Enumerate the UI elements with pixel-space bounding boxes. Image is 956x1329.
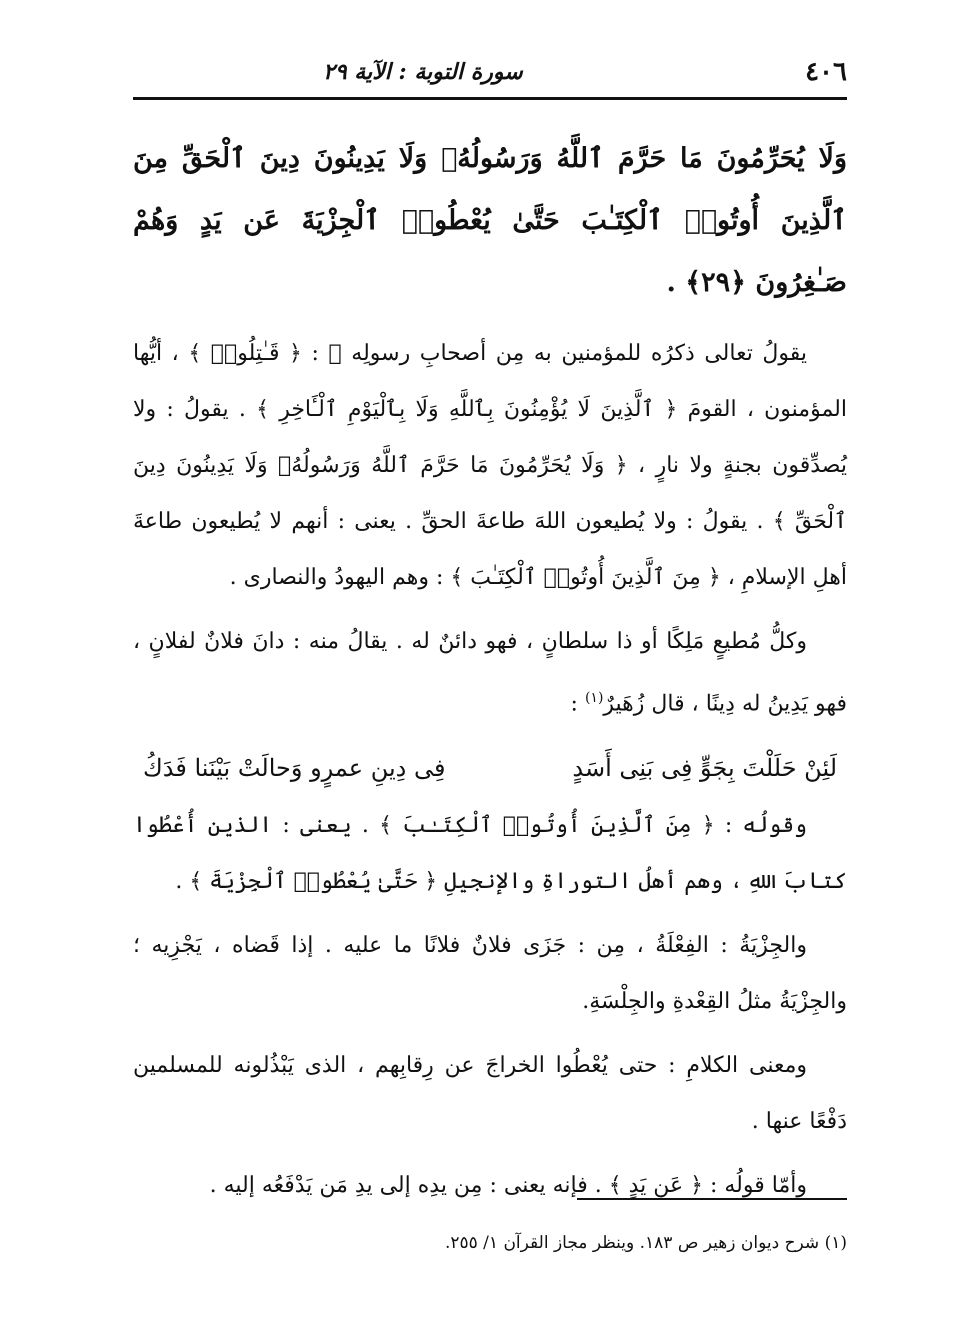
header-rule xyxy=(133,97,847,100)
running-title: سورة التوبة : الآية ٢٩ xyxy=(323,59,523,85)
page-header xyxy=(133,52,847,92)
paragraph-text: وكلُّ مُطيعٍ مَلِكًا أو ذا سلطانٍ ، فهو دائنٌ له . يقالُ منه : دانَ فلانٌ لفلانٍ ، فهو يَدِينُ له دِينًا ، قال زُهَيرٌ xyxy=(133,629,847,717)
footnote: (١) شرح ديوان زهير ص ١٨٣. وينظر مجاز القرآن ١/ ٢٥٥. xyxy=(444,1233,847,1253)
commentary-paragraph-6: وأمّا قولُه : ﴿ عَن يَدٍ ﴾ . فإنه يعنى : مِن يدِه إلى يدِ مَن يَدْفَعُه إليه . xyxy=(209,1173,807,1199)
page-number: ٤٠٦ xyxy=(805,57,847,87)
footnote-marker[interactable]: (١) xyxy=(584,690,604,706)
poem-hemistich-2: فِى دِينِ عمرٍو وَحالَتْ بَيْنَنا فَدَكُ xyxy=(143,754,446,783)
commentary-paragraph-2 xyxy=(133,614,847,732)
paragraph-tail: : xyxy=(570,691,585,717)
page-body xyxy=(133,110,847,1199)
footnote-rule xyxy=(577,1198,847,1200)
poem-hemistich-1: لَئِنْ حَلَلْتَ بِجَوٍّ فِى بَنِى أَسَدٍ xyxy=(572,754,837,783)
commentary-paragraph-5: ومعنى الكلامِ : حتى يُعْطُوا الخراجَ عن رِقابِهم ، الذى يَبْذُلونه للمسلمين دَفْعًا عنها . xyxy=(133,1053,847,1135)
poetry-verse xyxy=(133,740,847,796)
commentary-paragraph-3: وقولُه : ﴿ مِنَ ٱلَّذِينَ أُوتُوا۟ ٱلْكِتَـٰبَ ﴾ . يعنى : الذين أُعْطُوا كتابَ اللهِ ، وهم أهلُ التوراةِ والإنجيلِ ﴿ حَتَّىٰ يُعْطُوا۟ ٱلْجِزْيَةَ ﴾ . xyxy=(133,813,847,895)
commentary-paragraph-4: والجِزْيَةُ : الفِعْلَةُ ، مِن : جَزَى فلانٌ فلانًا ما عليه . إذا قَضاه ، يَجْزِيه ؛ والجِزْيَةُ مثلُ القِعْدةِ والجِلْسَةِ. xyxy=(133,933,847,1015)
quran-verse: وَلَا يُحَرِّمُونَ مَا حَرَّمَ ٱللَّهُ وَرَسُولُهُۥ وَلَا يَدِينُونَ دِينَ ٱلْحَقِّ مِنَ ٱلَّذِينَ أُوتُوا۟ ٱلْكِتَـٰبَ حَتَّىٰ يُعْطُوا۟ ٱلْجِزْيَةَ عَن يَدٍ وَهُمْ صَـٰغِرُونَ ﴿٢٩﴾ . xyxy=(133,143,847,298)
commentary-paragraph-1: يقولُ تعالى ذكرُه للمؤمنين به مِن أصحابِ رسولِه ﷺ : ﴿ قَـٰتِلُوا۟ ﴾ ، أيُّها المؤمنون ، القومَ ﴿ ٱلَّذِينَ لَا يُؤْمِنُونَ بِٱللَّهِ وَلَا بِٱلْيَوْمِ ٱلْـَٔاخِرِ ﴾ . يقولُ : ولا يُصدِّقون بجنةٍ ولا نارٍ ، ﴿ وَلَا يُحَرِّمُونَ مَا حَرَّمَ ٱللَّهُ وَرَسُولُهُۥ وَلَا يَدِينُونَ دِينَ ٱلْحَقِّ ﴾ . يقولُ : ولا يُطيعون اللهَ طاعةَ الحقِّ . يعنى : أنهم لا يُطيعون طاعةَ أهلِ الإسلامِ ، ﴿ مِنَ ٱلَّذِينَ أُوتُوا۟ ٱلْكِتَـٰبَ ﴾ : وهم اليهودُ والنصارى . xyxy=(133,341,847,590)
